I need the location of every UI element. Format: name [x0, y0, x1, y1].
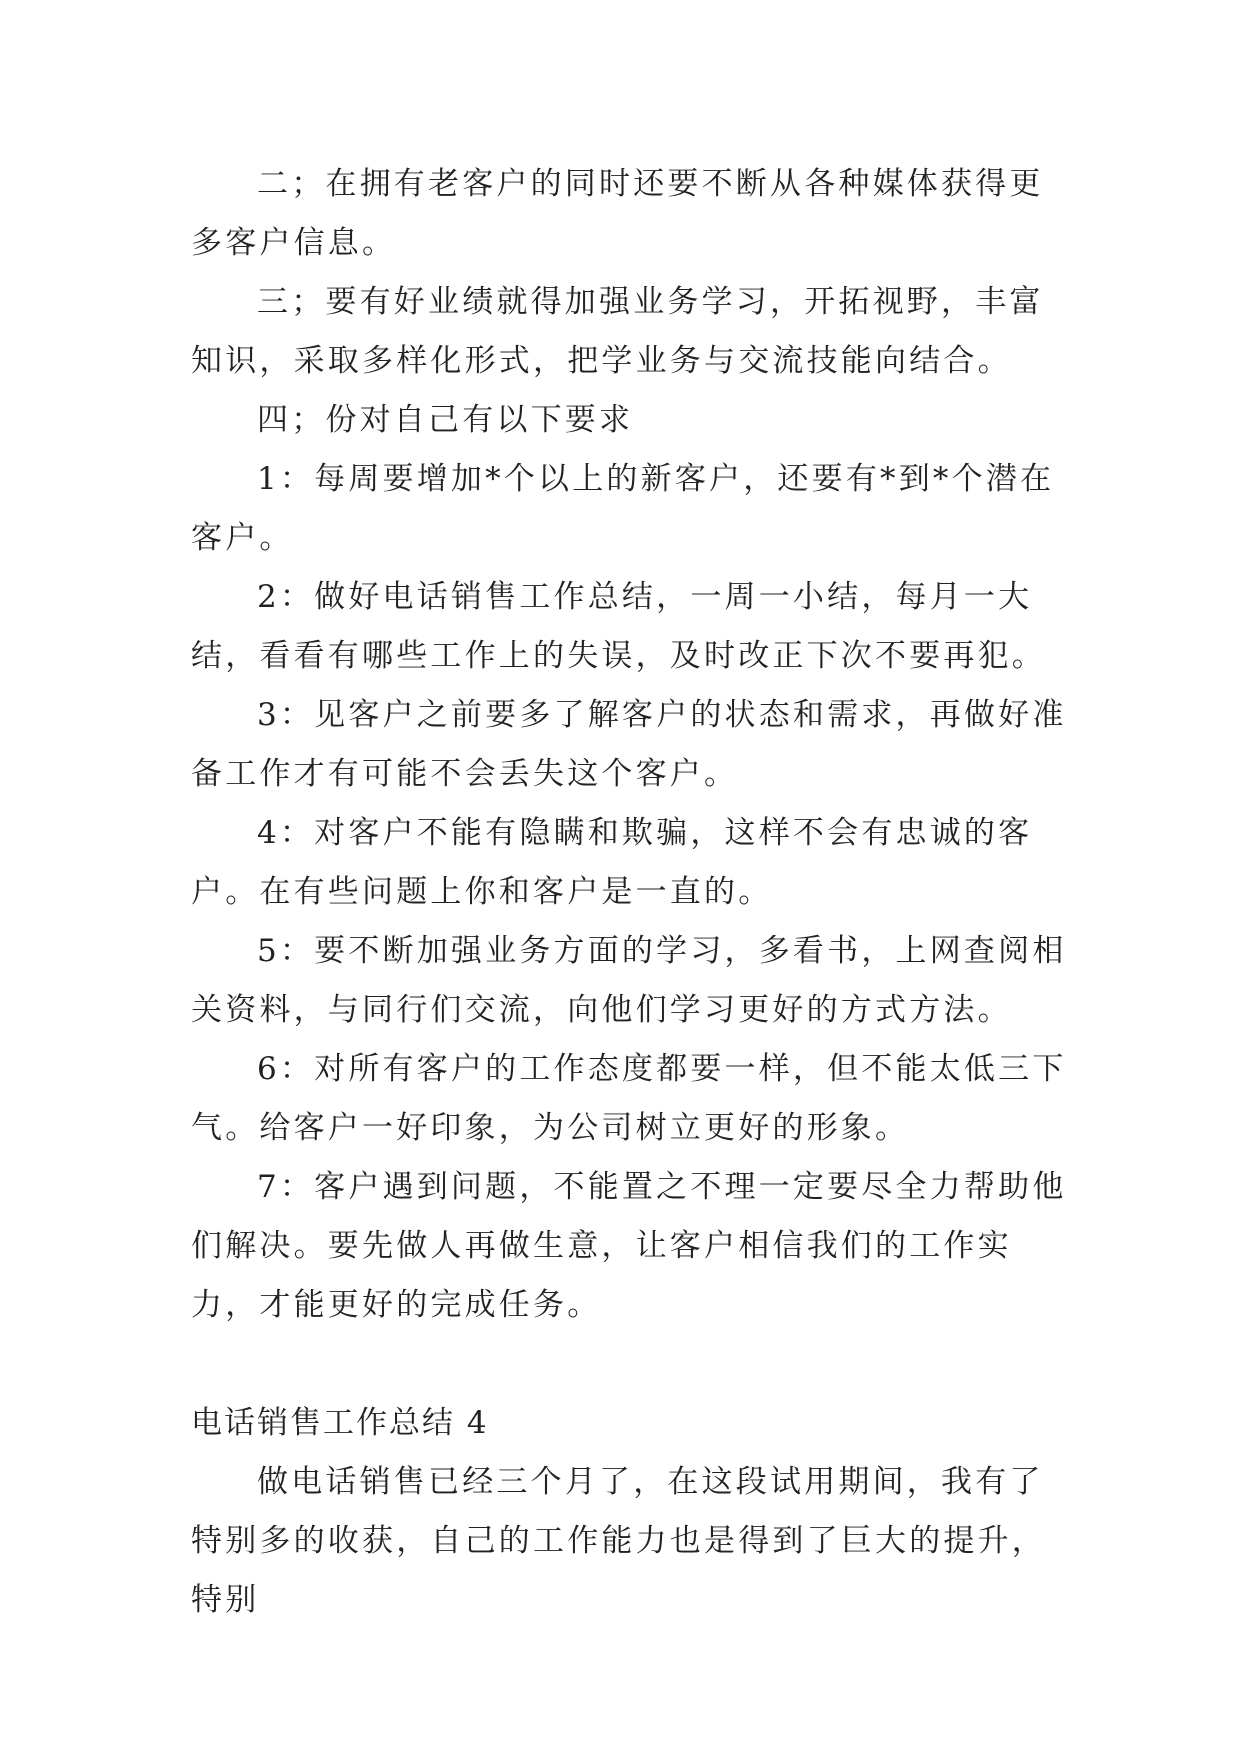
document-body: [191, 155, 1071, 1630]
paragraph-requirement-3: 3：见客户之前要多了解客户的状态和需求，再做好准备工作才有可能不会丢失这个客户。: [191, 697, 1067, 792]
paragraph-requirement-1: 1：每周要增加*个以上的新客户，还要有*到*个潜在客户。: [191, 461, 1055, 556]
paragraph-requirement-7: 7：客户遇到问题，不能置之不理一定要尽全力帮助他们解决。要先做人再做生意，让客户相信我们的工作实力，才能更好的完成任务。: [191, 1169, 1067, 1323]
paragraph-requirement-2: 2：做好电话销售工作总结，一周一小结，每月一大结，看看有哪些工作上的失误，及时改正下次不要再犯。: [191, 579, 1046, 674]
paragraph-point-3: 三；要有好业绩就得加强业务学习，开拓视野，丰富知识，采取多样化形式，把学业务与交流技能向结合。: [191, 284, 1044, 379]
paragraph-point-4: 四；份对自己有以下要求: [257, 402, 634, 438]
paragraph-point-2: 二；在拥有老客户的同时还要不断从各种媒体获得更多客户信息。: [191, 166, 1044, 261]
section-heading: 电话销售工作总结 4: [191, 1405, 489, 1441]
paragraph-requirement-4: 4：对客户不能有隐瞒和欺骗，这样不会有忠诚的客户。在有些问题上你和客户是一直的。: [191, 815, 1033, 910]
section-spacer: [191, 1335, 1071, 1394]
paragraph-requirement-6: 6：对所有客户的工作态度都要一样，但不能太低三下气。给客户一好印象，为公司树立更好的形象。: [191, 1051, 1067, 1146]
paragraph-requirement-5: 5：要不断加强业务方面的学习，多看书，上网查阅相关资料，与同行们交流，向他们学习更好的方式方法。: [191, 933, 1067, 1028]
section-paragraph: 做电话销售已经三个月了，在这段试用期间，我有了特别多的收获，自己的工作能力也是得到了巨大的提升，特别: [191, 1464, 1046, 1618]
